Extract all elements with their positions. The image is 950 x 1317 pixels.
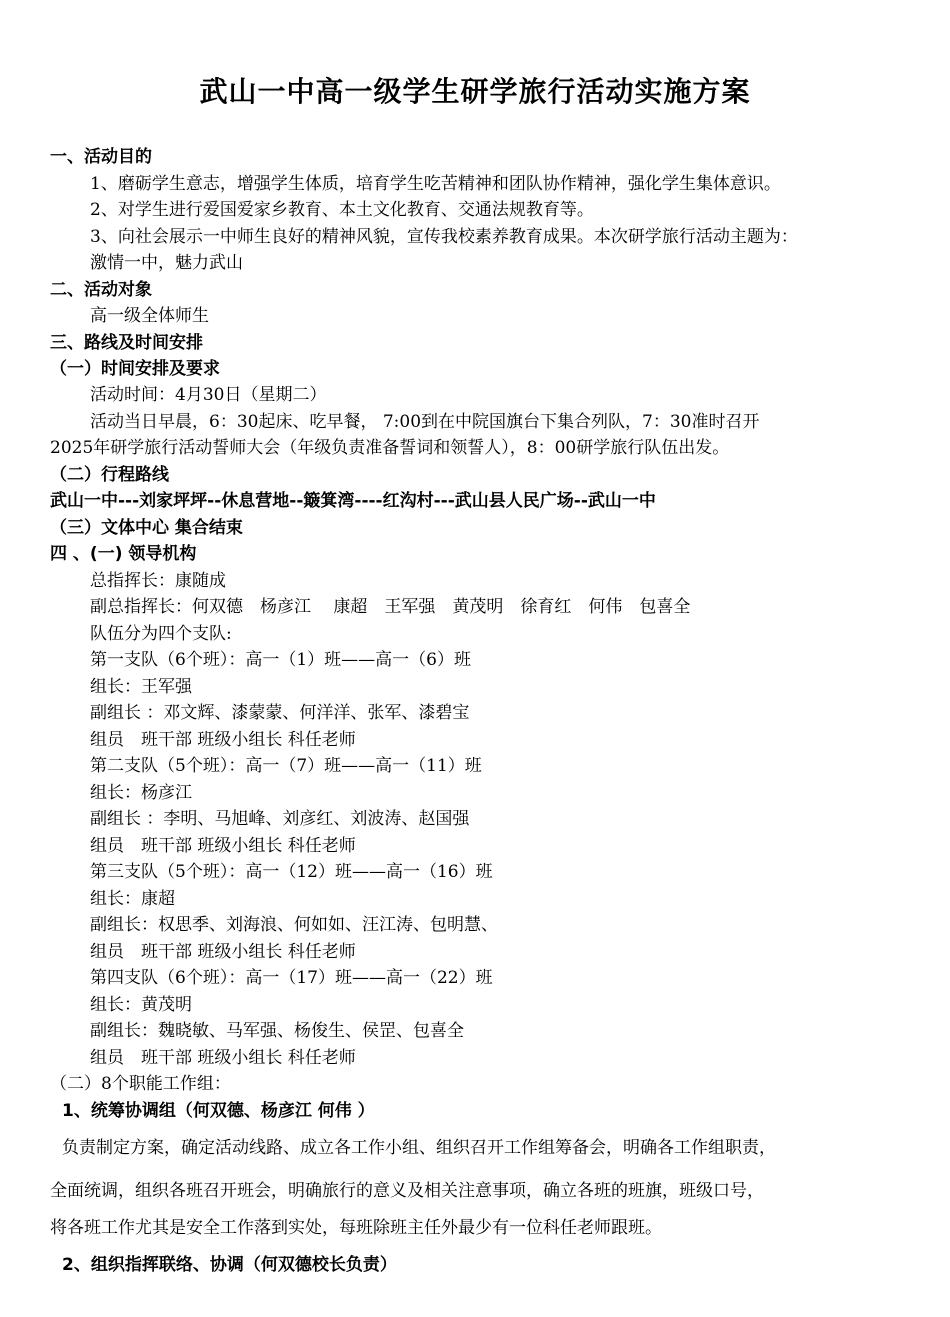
- work-group-1-para-line-2: 全面统调，组织各班召开班会，明确旅行的意义及相关注意事项，确立各班的班旗，班级口号，: [50, 1181, 764, 1201]
- subheading-schedule: （一）时间安排及要求: [50, 359, 220, 379]
- work-group-2-heading: 2、组织指挥联络、协调（何双德校长负责）: [62, 1255, 397, 1275]
- section-heading-route-schedule: 三、路线及时间安排: [50, 333, 203, 353]
- subheading-end: （三）文体中心 集合结束: [50, 518, 243, 538]
- team-3-deputies: 副组长：权思季、刘海浪、何如如、汪江涛、包明慧、: [90, 915, 498, 935]
- team-3-members: 组员 班干部 班级小组长 科任老师: [90, 942, 356, 962]
- work-group-1-heading: 1、统筹协调组（何双德、杨彦江 何伟 ）: [62, 1101, 375, 1121]
- subheading-route: （二）行程路线: [50, 465, 169, 485]
- section-heading-target: 二、活动对象: [50, 280, 152, 300]
- team-1-title: 第一支队（6个班）：高一（1）班——高一（6）班: [90, 650, 471, 670]
- deputy-commanders-line: 副总指挥长：何双德 杨彦江 康超 王军强 黄茂明 徐育红 何伟 包喜全: [90, 597, 691, 617]
- document-title: 武山一中高一级学生研学旅行活动实施方案: [199, 75, 751, 108]
- commander-line: 总指挥长：康随成: [90, 571, 226, 591]
- schedule-line-2: 2025年研学旅行活动誓师大会（年级负责准备誓词和领誓人），8：00研学旅行队伍出发。: [50, 438, 730, 458]
- team-3-title: 第三支队（5个班）：高一（12）班——高一（16）班: [90, 862, 493, 882]
- team-4-leader: 组长：黄茂明: [90, 995, 192, 1015]
- team-4-title: 第四支队（6个班）：高一（17）班——高一（22）班: [90, 968, 493, 988]
- activity-time: 活动时间：4月30日（星期二）: [90, 385, 327, 405]
- team-1-leader: 组长：王军强: [90, 677, 192, 697]
- team-2-deputies: 副组长 ：李明、马旭峰、刘彦红、刘波涛、赵国强: [90, 809, 470, 829]
- section-heading-leadership: 四 、(一) 领导机构: [50, 544, 197, 564]
- team-1-members: 组员 班干部 班级小组长 科任老师: [90, 730, 356, 750]
- team-2-leader: 组长：杨彦江: [90, 783, 192, 803]
- purpose-item-1: 1、磨砺学生意志，增强学生体质，培育学生吃苦精神和团队协作精神，强化学生集体意识。: [90, 174, 781, 194]
- team-1-deputies: 副组长 ：邓文辉、漆蒙蒙、何洋洋、张军、漆碧宝: [90, 703, 470, 723]
- team-3-leader: 组长：康超: [90, 889, 175, 909]
- team-2-members: 组员 班干部 班级小组长 科任老师: [90, 836, 356, 856]
- target-text: 高一级全体师生: [90, 306, 209, 326]
- subheading-work-groups: （二）8个职能工作组：: [50, 1074, 231, 1094]
- purpose-theme: 激情一中，魅力武山: [90, 253, 243, 273]
- teams-intro: 队伍分为四个支队:: [90, 624, 232, 644]
- section-heading-purpose: 一、活动目的: [50, 147, 152, 167]
- team-4-members: 组员 班干部 班级小组长 科任老师: [90, 1048, 356, 1068]
- route-text: 武山一中---刘家坪坪--休息营地--簸箕湾----红沟村---武山县人民广场--武山一中: [50, 491, 656, 511]
- work-group-1-para-line-3: 将各班工作尤其是安全工作落到实处，每班除班主任外最少有一位科任老师跟班。: [50, 1218, 662, 1238]
- team-4-deputies: 副组长：魏晓敏、马军强、杨俊生、侯罡、包喜全: [90, 1021, 464, 1041]
- schedule-line-1: 活动当日早晨，6：30起床、吃早餐， 7:00到在中院国旗台下集合列队，7：30准时召开: [90, 412, 760, 432]
- team-2-title: 第二支队（5个班）：高一（7）班——高一（11）班: [90, 756, 482, 776]
- work-group-1-para-line-1: 负责制定方案，确定活动线路、成立各工作小组、组织召开工作组筹备会，明确各工作组职责，: [62, 1138, 776, 1158]
- purpose-item-2: 2、对学生进行爱国爱家乡教育、本土文化教育、交通法规教育等。: [90, 200, 594, 220]
- purpose-item-3: 3、向社会展示一中师生良好的精神风貌，宣传我校素养教育成果。本次研学旅行活动主题为：: [90, 227, 798, 247]
